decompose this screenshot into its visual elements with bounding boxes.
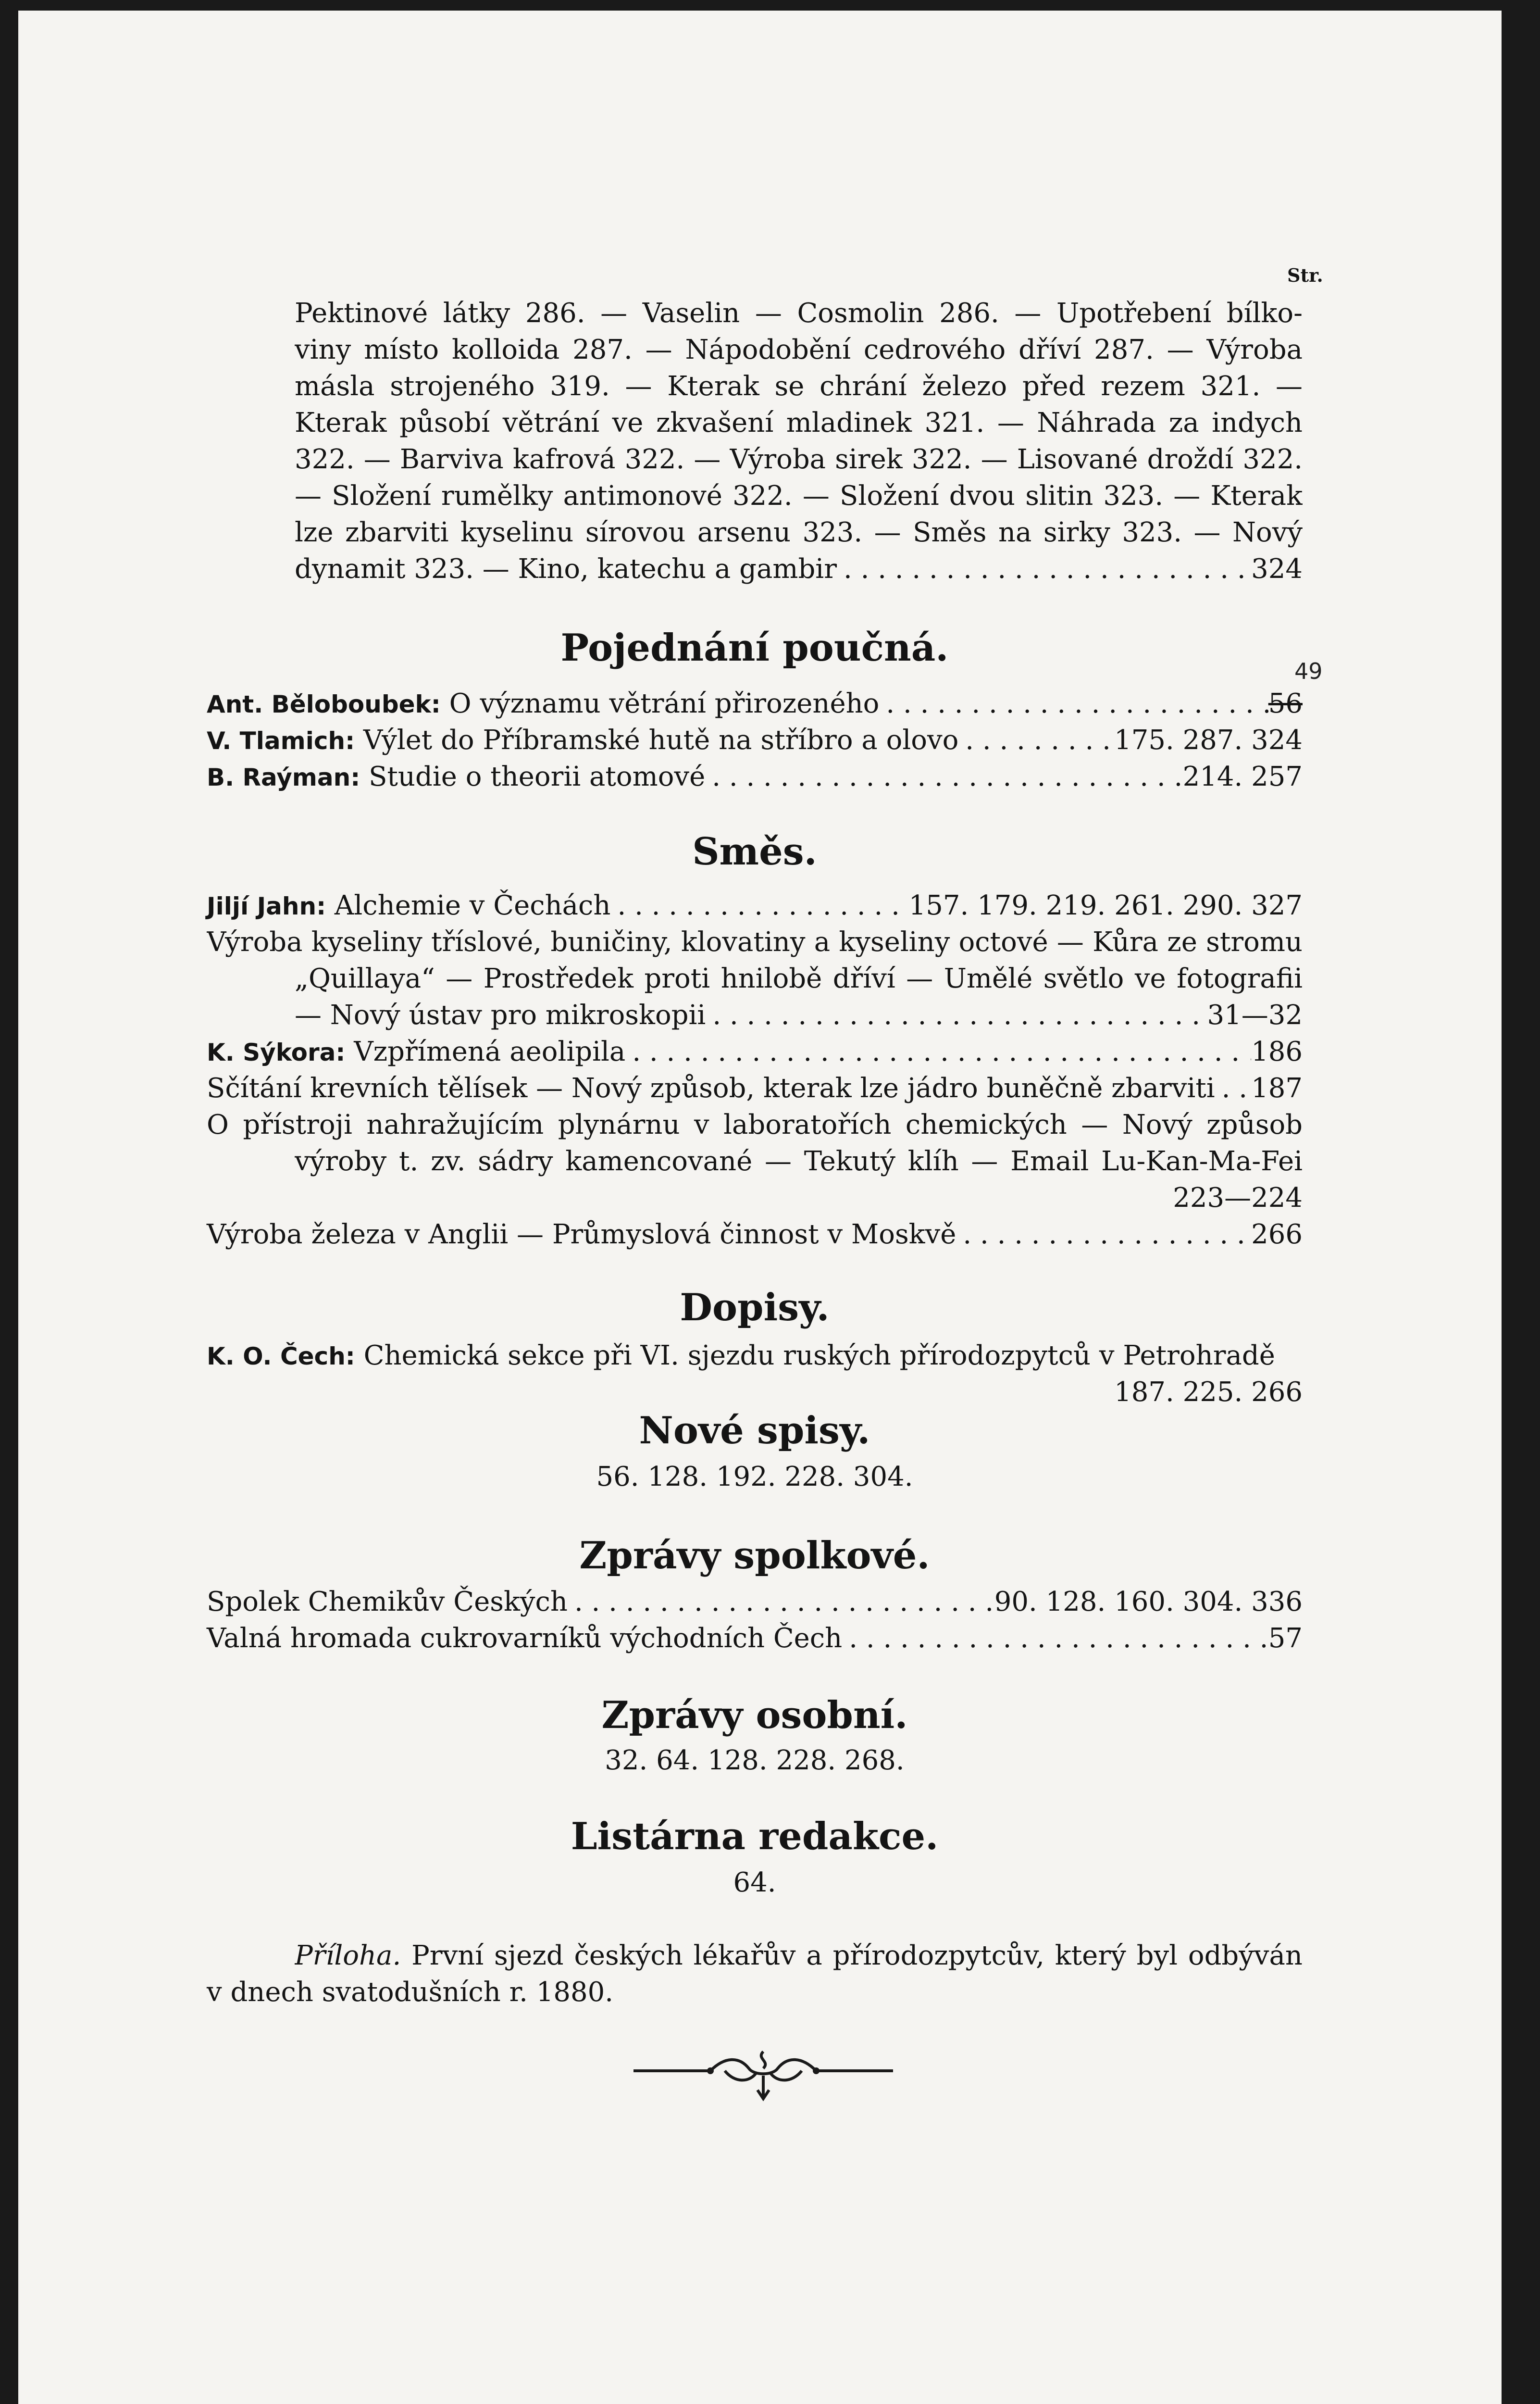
- entry-pages: 324: [1251, 553, 1303, 585]
- ornament-divider: [629, 2042, 898, 2109]
- entry-line: „Quillaya“ — Prostředek proti hnilobě dříví — Umělé světlo ve fotografii: [295, 963, 1303, 994]
- entry-line: O přístroji nahražujícím plynárnu v laboratořích chemických — Nový způsob: [207, 1109, 1303, 1140]
- dot-leader: [842, 1620, 1268, 1657]
- index-entry: [207, 722, 1303, 759]
- entry-line: Výroba kyseliny tříslové, buničiny, klovatiny a kyseliny octové — Kůra ze stromu: [207, 927, 1303, 958]
- entry-title: Sčítání krevních tělísek — Nový způsob, kterak lze jádro buněčně zbarviti: [207, 1073, 1215, 1104]
- index-entry: [207, 1584, 1303, 1620]
- entry-pages: 90. 128. 160. 304. 336: [994, 1586, 1303, 1617]
- index-entry: [207, 1620, 1303, 1657]
- entry-pages: 187: [1251, 1073, 1303, 1104]
- entry-title: Studie o theorii atomové: [369, 761, 706, 792]
- index-entry: [207, 1070, 1303, 1107]
- intro-line: Pektinové látky 286. — Vaselin — Cosmolin 286. — Upotřebení bílko-: [295, 298, 1303, 329]
- dot-leader: [568, 1584, 994, 1620]
- index-entry: [207, 1034, 1303, 1071]
- entry-author: Ant. Běloboubek:: [207, 690, 441, 718]
- section-heading-zpravy-spolkove: Zprávy spolkové.: [579, 1534, 930, 1578]
- section-heading-pojednani: Pojednání poučná.: [560, 626, 949, 670]
- dot-leader: [1215, 1070, 1251, 1107]
- intro-line: viny místo kolloida 287. — Nápodobění cedrového dříví 287. — Výroba: [295, 334, 1303, 365]
- section-pages: 64.: [733, 1867, 776, 1898]
- entry-title: Valná hromada cukrovarníků východních Čech: [207, 1623, 843, 1654]
- str-label: Str.: [1287, 264, 1323, 286]
- entry-pages: 223—224: [1173, 1182, 1303, 1214]
- priloha-label: Příloha.: [295, 1940, 401, 1971]
- dot-leader: [706, 997, 1207, 1034]
- entry-author: K. O. Čech:: [207, 1342, 355, 1370]
- entry-author: Jiljí Jahn:: [207, 892, 326, 920]
- intro-line: Kterak působí větrání ve zkvašení mladinek 321. — Náhrada za indych: [295, 407, 1303, 438]
- intro-line: — Složení rumělky antimonové 322. — Složení dvou slitin 323. — Kterak: [295, 480, 1303, 512]
- dot-leader: [958, 722, 1114, 759]
- entry-title: Vzpřímená aeolipila: [354, 1036, 626, 1067]
- index-entry: [295, 997, 1303, 1034]
- entry-title: Výroba železa v Anglii — Průmyslová činnost v Moskvě: [207, 1219, 956, 1250]
- entry-pages: 31—32: [1207, 1000, 1303, 1031]
- section-pages: 32. 64. 128. 228. 268.: [605, 1745, 905, 1776]
- intro-line: lze zbarviti kyselinu sírovou arsenu 323. — Směs na sirky 323. — Nový: [295, 517, 1303, 548]
- dot-leader: [705, 759, 1182, 795]
- index-entry: [207, 1338, 1303, 1375]
- entry-author: V. Tlamich:: [207, 727, 355, 755]
- handwritten-note: 49: [1294, 658, 1323, 684]
- entry-pages: 57: [1268, 1623, 1303, 1654]
- section-pages: 56. 128. 192. 228. 304.: [596, 1461, 913, 1492]
- priloha-line: [295, 1938, 1303, 1974]
- dot-leader: [956, 1216, 1251, 1253]
- entry-pages: 266: [1251, 1219, 1303, 1250]
- intro-last-line: [295, 551, 1303, 588]
- entry-title: dynamit 323. — Kino, katechu a gambir: [295, 553, 837, 585]
- section-heading-zpravy-osobni: Zprávy osobní.: [601, 1693, 908, 1737]
- entry-author: B. Raýman:: [207, 764, 360, 791]
- dot-leader: [625, 1034, 1251, 1070]
- section-heading-listarna: Listárna redakce.: [571, 1815, 939, 1858]
- page: [18, 11, 1502, 2404]
- entry-author: K. Sýkora:: [207, 1039, 346, 1066]
- entry-title: Chemická sekce při VI. sjezdu ruských přírodozpytců v Petrohradě: [363, 1340, 1275, 1371]
- entry-title: O významu větrání přirozeného: [449, 688, 880, 719]
- entry-title: Alchemie v Čechách: [334, 890, 611, 921]
- index-entry: [207, 1216, 1303, 1253]
- index-entry: [207, 686, 1303, 723]
- section-heading-smes: Směs.: [692, 830, 817, 874]
- entry-pages: 186: [1251, 1036, 1303, 1067]
- dot-leader: [837, 551, 1251, 588]
- priloha-text: První sjezd českých lékařův a přírodozpytcův, který byl odbýván: [411, 1940, 1303, 1971]
- entry-title: Výlet do Příbramské hutě na stříbro a olovo: [363, 725, 959, 756]
- index-entry: [207, 759, 1303, 796]
- entry-pages: 187. 225. 266: [1114, 1377, 1303, 1408]
- entry-pages: 56: [1268, 688, 1303, 719]
- entry-pages: 175. 287. 324: [1114, 725, 1303, 756]
- entry-pages: 157. 179. 219. 261. 290. 327: [908, 890, 1303, 921]
- intro-line: 322. — Barviva kafrová 322. — Výroba sirek 322. — Lisované droždí 322.: [295, 444, 1303, 475]
- intro-line: másla strojeného 319. — Kterak se chrání železo před rezem 321. —: [295, 371, 1303, 402]
- entry-pages: 214. 257: [1182, 761, 1303, 792]
- section-heading-dopisy: Dopisy.: [680, 1286, 830, 1329]
- entry-line: výroby t. zv. sádry kamencované — Tekutý klíh — Email Lu-Kan-Ma-Fei: [295, 1146, 1303, 1177]
- dot-leader: [610, 888, 908, 924]
- index-entry: [207, 888, 1303, 925]
- priloha-line2: v dnech svatodušních r. 1880.: [207, 1977, 614, 2008]
- entry-title: Spolek Chemikův Českých: [207, 1586, 568, 1617]
- dot-leader: [879, 686, 1268, 722]
- entry-title: — Nový ústav pro mikroskopii: [295, 1000, 706, 1031]
- section-heading-nove-spisy: Nové spisy.: [639, 1409, 870, 1452]
